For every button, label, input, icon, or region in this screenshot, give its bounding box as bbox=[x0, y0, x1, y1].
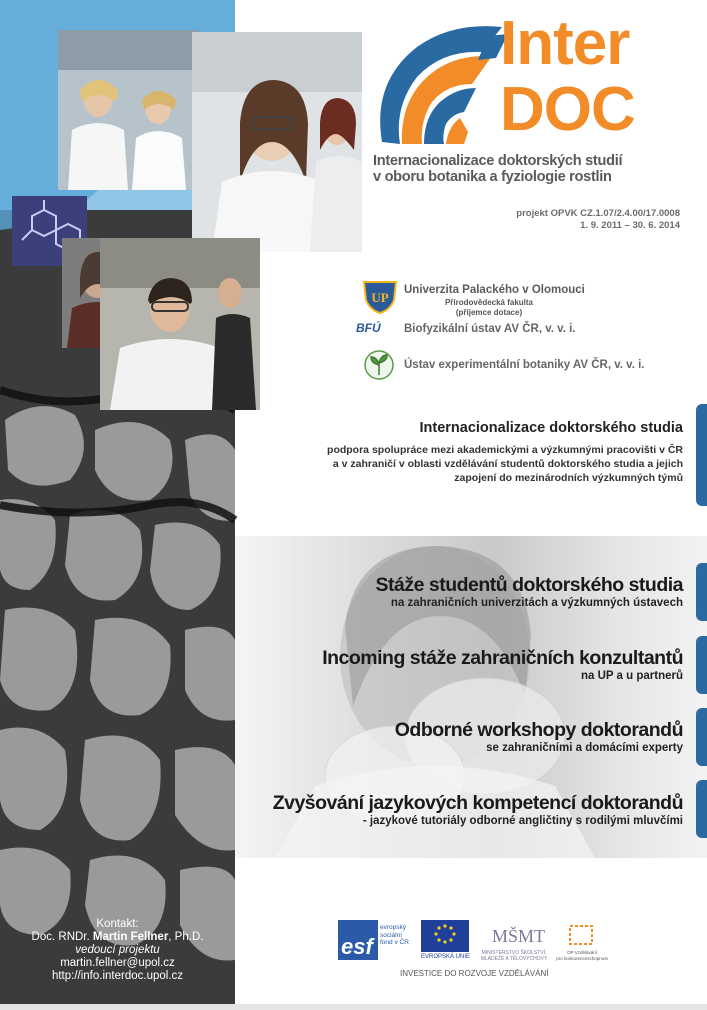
section-title: Odborné workshopy doktorandů bbox=[394, 719, 683, 741]
esf-text-1: evropský bbox=[380, 924, 407, 931]
op-text bbox=[554, 950, 610, 961]
photo-researcher bbox=[192, 32, 362, 252]
msmt-text-1: MINISTERSTVO ŠKOLSTVÍ, bbox=[481, 950, 547, 956]
eu-caption: INVESTICE DO ROZVOJE VZDĚLÁVÁNÍ bbox=[400, 969, 549, 978]
intro-line-1: podpora spolupráce mezi akademickými a výzkumnými pracovišti v ČR bbox=[327, 444, 683, 456]
upol-note: (příjemce dotace) bbox=[455, 308, 523, 317]
section-subtitle: na zahraničních univerzitách a výzkumných ústavech bbox=[390, 597, 683, 609]
section-title: Zvyšování jazykových kompetencí doktorandů bbox=[272, 792, 683, 814]
esf-logo-text: esf bbox=[341, 934, 373, 959]
section-incoming bbox=[322, 647, 683, 683]
contact-name-prefix: Doc. RNDr. bbox=[31, 931, 93, 943]
contact-name-bold: Martin Fellner bbox=[92, 931, 169, 943]
side-tab-intro bbox=[696, 404, 707, 506]
section-subtitle: se zahraničními a domácími experty bbox=[486, 742, 683, 754]
project-dates: 1. 9. 2011 – 30. 6. 2014 bbox=[580, 220, 680, 231]
intro-line-2: a v zahraničí v oblasti vzdělávání studentů doktorského studia a jejich bbox=[332, 458, 683, 470]
contact-block bbox=[0, 918, 235, 983]
svg-text:MŠMT: MŠMT bbox=[492, 926, 546, 946]
logo-doc: DOC bbox=[500, 75, 635, 144]
project-code: projekt OPVK CZ.1.07/2.4.00/17.0008 bbox=[516, 208, 680, 219]
intro-line-3: zapojení do mezinárodních výzkumných týmů bbox=[454, 472, 683, 484]
contact-name-suffix: , Ph.D. bbox=[168, 931, 204, 943]
section-workshopy bbox=[395, 719, 683, 755]
page-subtitle bbox=[373, 153, 693, 185]
section-staze bbox=[376, 574, 683, 610]
esf-text bbox=[380, 924, 409, 947]
side-tab-3 bbox=[696, 708, 707, 766]
globe-icon bbox=[372, 22, 512, 152]
section-subtitle: - jazykové tutoriály odborné angličtiny s rodilými mluvčími bbox=[362, 815, 683, 827]
bfu-logo-icon: BFÚ bbox=[356, 321, 381, 335]
left-panel bbox=[0, 0, 235, 1010]
msmt-text bbox=[478, 950, 550, 962]
subtitle-line-2: v oboru botanika a fyziologie rostlin bbox=[373, 169, 612, 185]
upol-name: Univerzita Palackého v Olomouci bbox=[404, 284, 585, 296]
section-subtitle: na UP a u partnerů bbox=[580, 670, 683, 682]
contact-email[interactable]: martin.fellner@upol.cz bbox=[60, 957, 175, 969]
msmt-logo-icon bbox=[490, 922, 546, 948]
logo-inter: Inter bbox=[500, 9, 630, 78]
op-text-1: OP Vzdělávání bbox=[567, 950, 597, 955]
esf-logo bbox=[338, 920, 378, 960]
footer-bar bbox=[0, 1004, 707, 1010]
photo-lab-students bbox=[58, 30, 198, 190]
upol-shield-icon bbox=[362, 280, 398, 314]
bfu-name: Biofyzikální ústav AV ČR, v. v. i. bbox=[404, 323, 576, 335]
op-logo-icon bbox=[566, 924, 596, 948]
msmt-text-2: MLÁDEŽE A TĚLOVÝCHOVY bbox=[480, 956, 548, 962]
eu-text: EVROPSKÁ UNIE bbox=[421, 954, 471, 960]
side-tab-1 bbox=[696, 563, 707, 621]
op-text-2: pro konkurenceschopnost bbox=[556, 955, 608, 961]
contact-role: vedoucí projektu bbox=[75, 944, 160, 956]
esf-text-2: sociální bbox=[380, 931, 403, 939]
ueb-plant-icon bbox=[363, 349, 395, 381]
section-jazykove bbox=[273, 792, 683, 828]
eu-flag-icon bbox=[421, 920, 469, 952]
section-title: Stáže studentů doktorského studia bbox=[375, 574, 683, 596]
ueb-name: Ústav experimentální botaniky AV ČR, v. v. i. bbox=[404, 359, 645, 371]
contact-name bbox=[0, 931, 235, 944]
side-tab-4 bbox=[696, 780, 707, 838]
intro-block bbox=[303, 420, 683, 485]
svg-text:UP: UP bbox=[371, 290, 389, 305]
esf-text-3: fond v ČR bbox=[380, 939, 409, 946]
intro-title: Internacionalizace doktorského studia bbox=[419, 420, 683, 436]
contact-label: Kontakt: bbox=[96, 918, 139, 930]
contact-web[interactable]: http://info.interdoc.upol.cz bbox=[51, 970, 184, 982]
photo-students-seated bbox=[100, 238, 260, 410]
subtitle-line-1: Internacionalizace doktorských studií bbox=[373, 153, 623, 169]
upol-faculty: Přírodovědecká fakulta bbox=[444, 298, 534, 307]
side-tab-2 bbox=[696, 636, 707, 694]
project-info bbox=[516, 208, 680, 232]
section-title: Incoming stáže zahraničních konzultantů bbox=[322, 647, 683, 669]
